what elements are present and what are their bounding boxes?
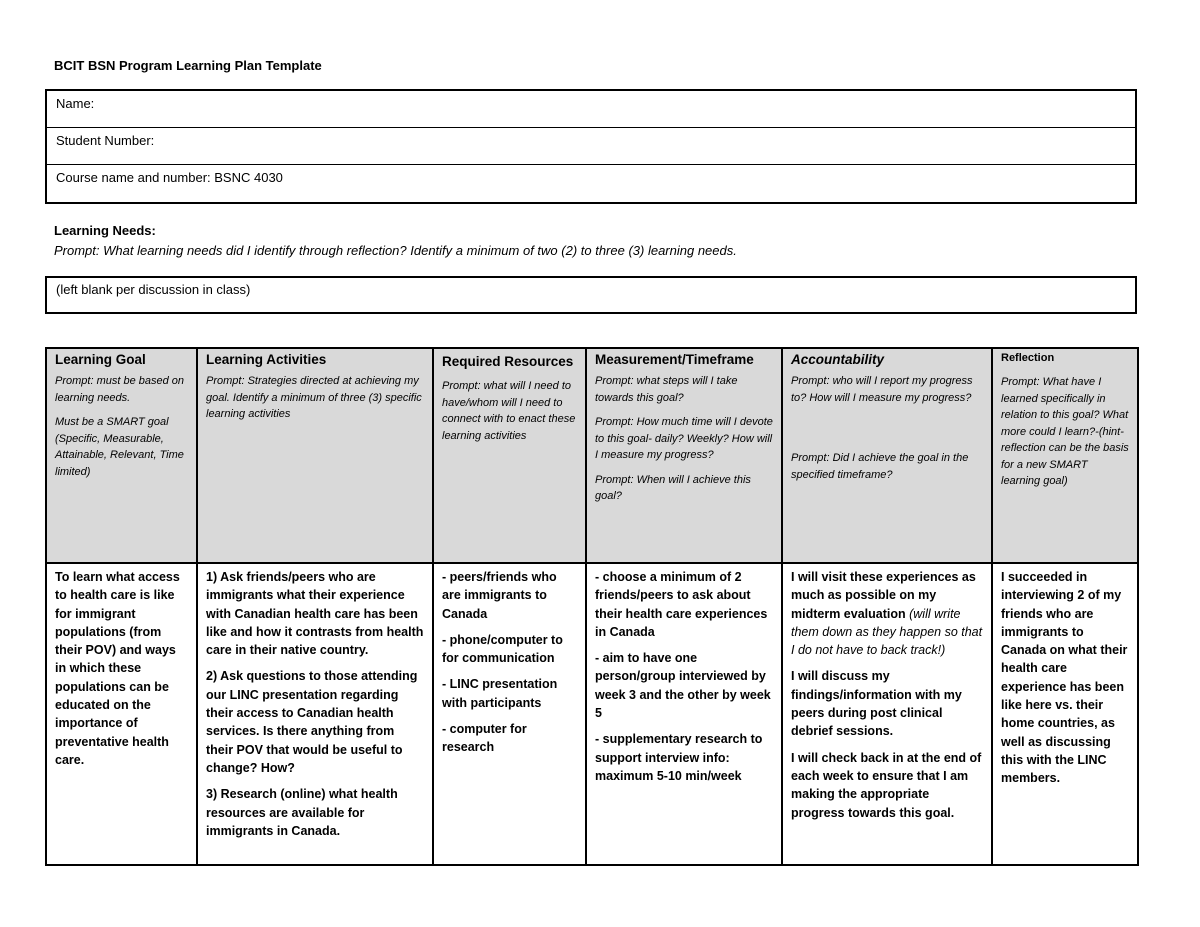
accountability-item [791,568,983,659]
resource-item: - phone/computer to for communication [442,632,563,666]
header-prompt: Prompt: must be based on learning needs. [55,375,185,404]
accountability-text: I will visit these experiences as much as possible on my midterm evaluation [791,570,976,621]
header-prompt: Prompt: When will I achieve this goal? [595,473,751,502]
header-prompt: Prompt: who will I report my progress to? How will I measure my progress? [791,375,973,404]
header-prompt: Prompt: Did I achieve the goal in the specified timeframe? [791,452,969,481]
table-row [46,563,1138,865]
header-learning-activities [197,348,433,563]
header-prompt: Prompt: How much time will I devote to this goal- daily? Weekly? How will I measure my progress? [595,416,773,461]
header-title: Learning Goal [55,352,146,367]
header-required-resources [433,348,586,563]
activity-item: 3) Research (online) what health resources are available for immigrants in Canada. [206,787,398,838]
header-prompt: Prompt: Strategies directed at achieving my goal. Identify a minimum of three (3) specific learning activities [206,375,422,420]
header-prompt: Prompt: what steps will I take towards this goal? [595,375,738,404]
cell-required-resources [433,563,586,865]
learning-needs-box: (left blank per discussion in class) [45,276,1137,314]
header-learning-goal [46,348,197,563]
header-title: Required Resources [442,354,574,369]
reflection-text: I succeeded in interviewing 2 of my friends who are immigrants to Canada on what their health care experience has been like here vs. their home countries, as well as discussing this with the LINC members. [1001,570,1128,786]
header-reflection [992,348,1138,563]
learning-goal-text: To learn what access to health care is like for immigrant populations (from their POV) and ways in which these populations can be educated on the importance of preventative health care. [55,570,180,767]
learning-needs-heading: Learning Needs: [54,223,156,238]
course-field: Course name and number: BSNC 4030 [56,170,283,185]
accountability-note: (will write them down as they happen so that I do not have to back track!) [791,606,983,658]
activity-item: 2) Ask questions to those attending our LINC presentation regarding their access to Canadian health services. Is there anything from their POV that would be useful to change? How? [206,669,418,775]
measurement-item: - aim to have one person/group interviewed by week 3 and the other by week 5 [595,651,771,721]
name-field: Name: [47,91,1135,128]
header-title: Measurement/Timeframe [595,352,754,367]
header-title: Accountability [791,352,885,367]
activity-item: 1) Ask friends/peers who are immigrants what their experience with Canadian health care has been like and how it contrasts from health care in their native country. [206,570,424,658]
student-number-field: Student Number: [47,128,1135,165]
document-title: BCIT BSN Program Learning Plan Template [54,58,322,73]
resource-item: - LINC presentation with participants [442,677,558,710]
cell-reflection [992,563,1138,865]
resource-item: - computer for research [442,722,527,755]
cell-measurement-timeframe [586,563,782,865]
accountability-item: I will discuss my findings/information with my peers during post clinical debrief sessions. [791,669,962,739]
learning-plan-table [45,347,1139,866]
measurement-item: - choose a minimum of 2 friends/peers to ask about their health care experiences in Canada [595,570,768,639]
header-measurement-timeframe [586,348,782,563]
student-info-box [45,89,1137,204]
header-title: Reflection [1001,352,1055,364]
header-prompt: Prompt: What have I learned specifically in relation to this goal? What more could I learn?-(hint-reflection can be the basis for a new SMART learning goal) [1001,376,1129,487]
header-prompt: Must be a SMART goal (Specific, Measurable, Attainable, Relevant, Time limited) [55,416,184,478]
resource-item: - peers/friends who are immigrants to Canada [442,570,557,621]
accountability-item: I will check back in at the end of each week to ensure that I am making the appropriate progress towards this goal. [791,750,982,820]
table-header-row [46,348,1138,563]
cell-learning-goal [46,563,197,865]
learning-needs-prompt: Prompt: What learning needs did I identify through reflection? Identify a minimum of two (2) to three (3) learning needs. [54,243,737,258]
header-accountability [782,348,992,563]
measurement-item: - supplementary research to support interview info: maximum 5-10 min/week [595,732,763,783]
header-title: Learning Activities [206,352,327,367]
cell-accountability [782,563,992,865]
cell-learning-activities [197,563,433,865]
header-prompt: Prompt: what will I need to have/whom will I need to connect with to enact these learning activities [442,380,576,442]
